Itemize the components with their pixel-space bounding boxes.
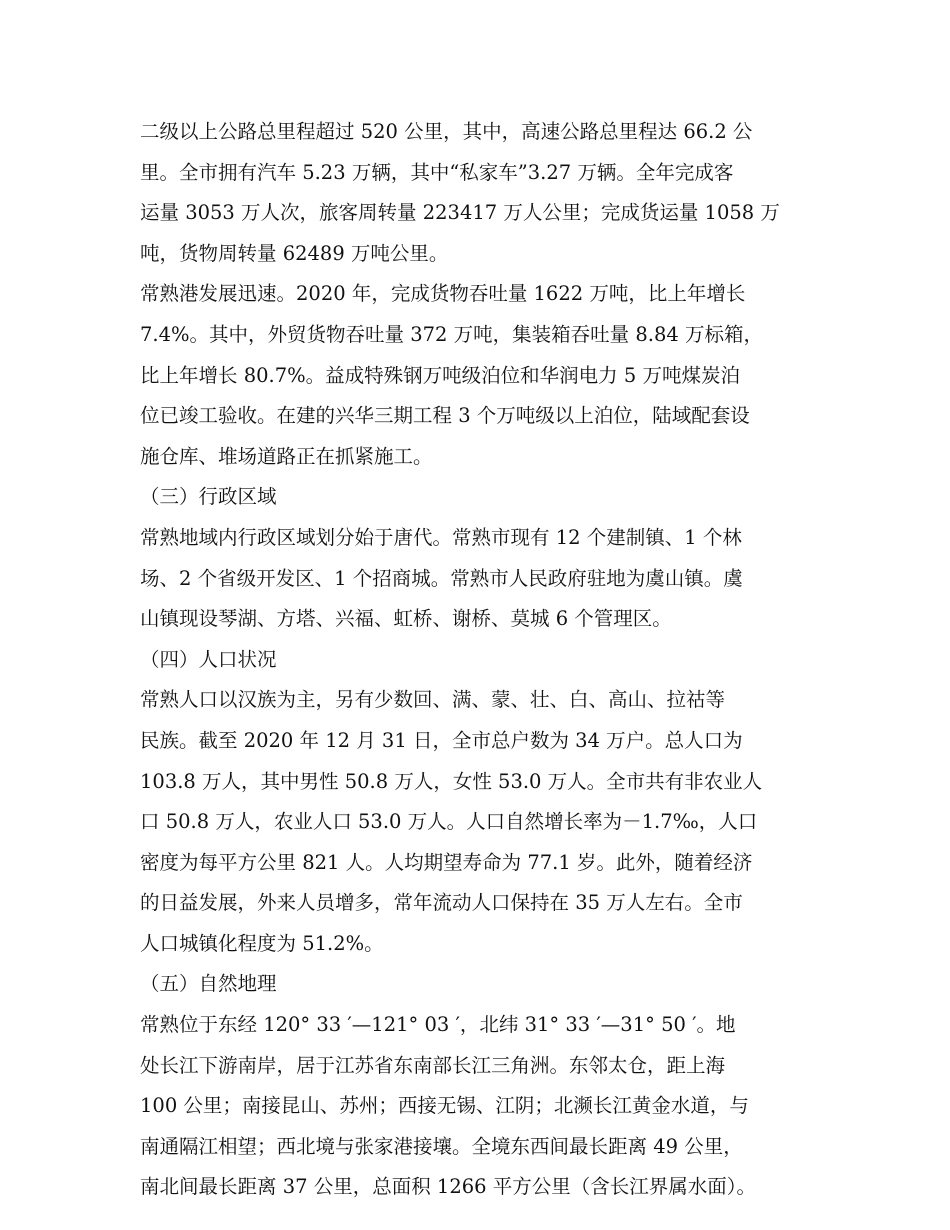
- text-line: 常熟地域内行政区域划分始于唐代。常熟市现有 12 个建制镇、1 个林: [140, 525, 742, 549]
- text-line: 常熟港发展迅速。2020 年，完成货物吞吐量 1622 万吨，比上年增长: [140, 282, 746, 306]
- text-line: 位已竣工验收。在建的兴华三期工程 3 个万吨级以上泊位，陆域配套设: [140, 404, 750, 428]
- text-line: 口 50.8 万人，农业人口 53.0 万人。人口自然增长率为－1.7‰，人口: [140, 810, 758, 834]
- text-line: 施仓库、堆场道路正在抓紧施工。: [140, 444, 433, 468]
- text-line: 里。全市拥有汽车 5.23 万辆，其中“私家车”3.27 万辆。全年完成客: [140, 160, 734, 184]
- text-line: 的日益发展，外来人员增多，常年流动人口保持在 35 万人左右。全市: [140, 891, 743, 915]
- text-line: 7.4%。其中，外贸货物吞吐量 372 万吨，集装箱吞吐量 8.84 万标箱，: [140, 322, 763, 346]
- text-line: 处长江下游南岸，居于江苏省东南部长江三角洲。东邻太仓，距上海: [140, 1053, 726, 1077]
- text-line: 山镇现设琴湖、方塔、兴福、虹桥、谢桥、莫城 6 个管理区。: [140, 607, 672, 631]
- text-line: 运量 3053 万人次，旅客周转量 223417 万人公里；完成货运量 1058 万: [140, 201, 780, 225]
- section-heading-geography: （五）自然地理: [140, 972, 277, 996]
- text-line: 场、2 个省级开发区、1 个招商城。常熟市人民政府驻地为虞山镇。虞: [140, 566, 743, 590]
- text-line: 民族。截至 2020 年 12 月 31 日，全市总户数为 34 万户。总人口为: [140, 728, 743, 752]
- text-line: 南通隔江相望；西北境与张家港接壤。全境东西间最长距离 49 公里，: [140, 1134, 743, 1158]
- text-line: 103.8 万人，其中男性 50.8 万人，女性 53.0 万人。全市共有非农业人: [140, 769, 763, 793]
- text-line: 比上年增长 80.7%。益成特殊钢万吨级泊位和华润电力 5 万吨煤炭泊: [140, 363, 740, 387]
- text-line: 密度为每平方公里 821 人。人均期望寿命为 77.1 岁。此外，随着经济: [140, 850, 753, 874]
- text-line: 100 公里；南接昆山、苏州；西接无锡、江阴；北濒长江黄金水道，与: [140, 1094, 749, 1118]
- document-body: [140, 112, 814, 1208]
- text-line: 常熟人口以汉族为主，另有少数回、满、蒙、壮、白、高山、拉祜等: [140, 688, 726, 712]
- text-line: 南北间最长距离 37 公里，总面积 1266 平方公里（含长江界属水面）。: [140, 1175, 756, 1199]
- text-line: 二级以上公路总里程超过 520 公里，其中，高速公路总里程达 66.2 公: [140, 120, 753, 143]
- text-line: 吨，货物周转量 62489 万吨公里。: [140, 241, 449, 265]
- section-heading-population: （四）人口状况: [140, 647, 277, 671]
- text-line: 人口城镇化程度为 51.2%。: [140, 931, 384, 955]
- text-line: 常熟位于东经 120° 33 ′—121° 03 ′，北纬 31° 33 ′—31° 50 ′。地: [140, 1013, 736, 1037]
- section-heading-administrative: （三）行政区域: [140, 485, 277, 509]
